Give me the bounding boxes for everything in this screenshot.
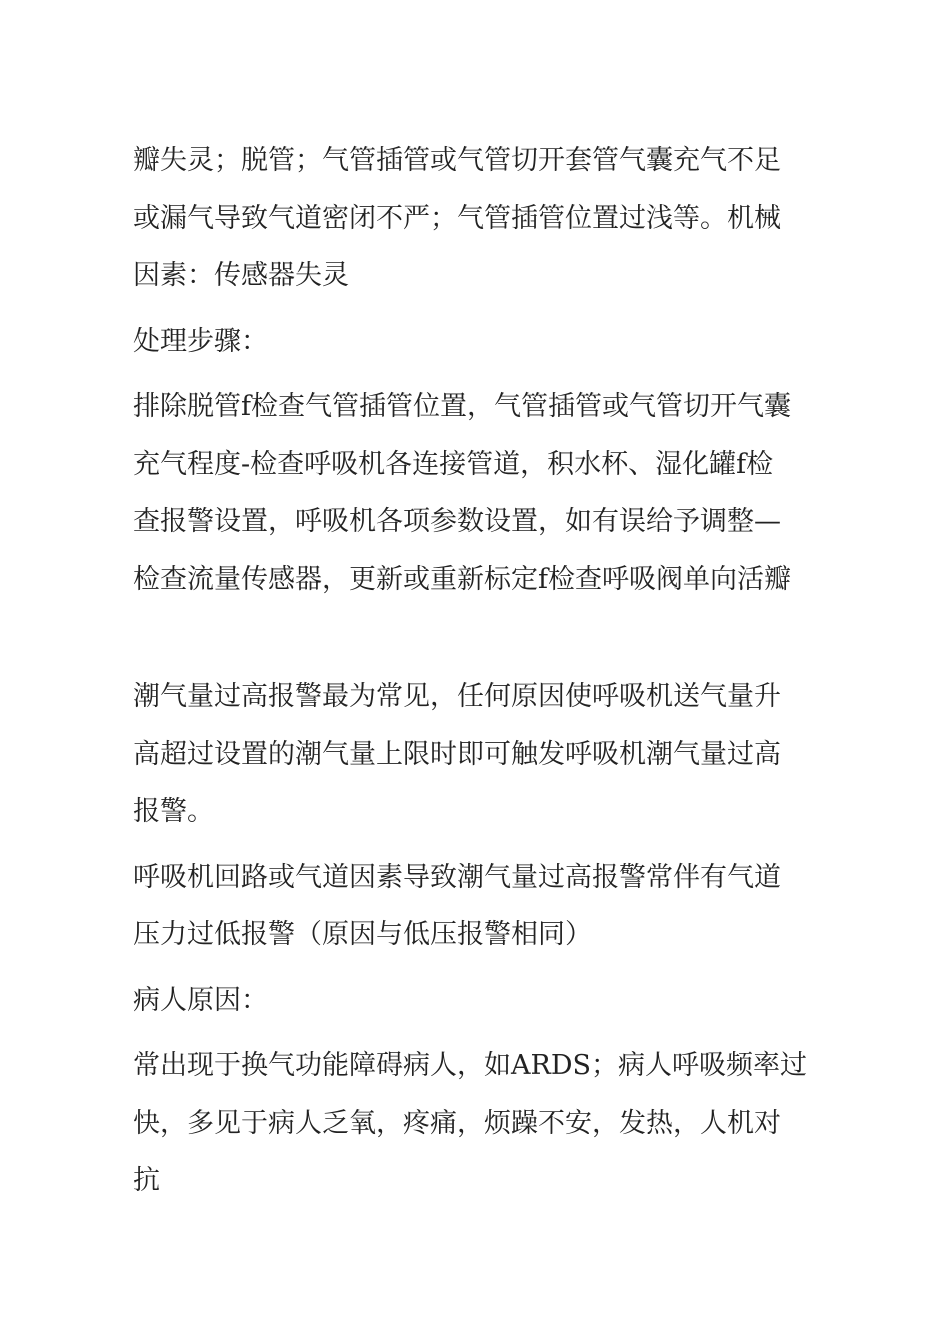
text-line: 处理步骤： bbox=[133, 325, 268, 357]
text-line: 潮气量过高报警最为常见，任何原因使呼吸机送气量升 bbox=[133, 681, 781, 712]
text-line: 快，多见于病人乏氧，疼痛，烦躁不安，发热，人机对 bbox=[133, 1107, 781, 1139]
text-line: 报警。 bbox=[133, 796, 214, 827]
paragraph-patient-heading bbox=[133, 972, 813, 1030]
paragraph-high-volume-alarm bbox=[133, 668, 813, 841]
text-line: 病人原因： bbox=[133, 984, 268, 1016]
text-line: 检查流量传感器，更新或重新标定f检查呼吸阀单向活瓣 bbox=[133, 563, 791, 595]
paragraph-leak-causes bbox=[133, 132, 813, 305]
text-line: 抗 bbox=[133, 1165, 160, 1196]
paragraph-steps bbox=[133, 378, 813, 608]
text-line: 压力过低报警（原因与低压报警相同） bbox=[133, 919, 592, 950]
paragraph-patient-causes bbox=[133, 1037, 813, 1210]
document-body bbox=[133, 132, 813, 1218]
text-line: 排除脱管f检查气管插管位置，气管插管或气管切开气囊 bbox=[133, 391, 791, 422]
text-line: 或漏气导致气道密闭不严；气管插管位置过浅等。机械 bbox=[133, 202, 781, 234]
text-line: 充气程度-检查呼吸机各连接管道，积水杯、湿化罐f检 bbox=[133, 448, 774, 480]
paragraph-steps-heading bbox=[133, 313, 813, 371]
paragraph-circuit-factors bbox=[133, 849, 813, 964]
text-line: 常出现于换气功能障碍病人，如ARDS；病人呼吸频率过 bbox=[133, 1050, 807, 1081]
text-line: 瓣失灵；脱管；气管插管或气管切开套管气囊充气不足 bbox=[133, 145, 781, 176]
text-line: 呼吸机回路或气道因素导致潮气量过高报警常伴有气道 bbox=[133, 861, 781, 893]
text-line: 因素：传感器失灵 bbox=[133, 260, 349, 291]
text-line: 高超过设置的潮气量上限时即可触发呼吸机潮气量过高 bbox=[133, 738, 781, 770]
text-line: 查报警设置，呼吸机各项参数设置，如有误给予调整— bbox=[133, 506, 781, 537]
